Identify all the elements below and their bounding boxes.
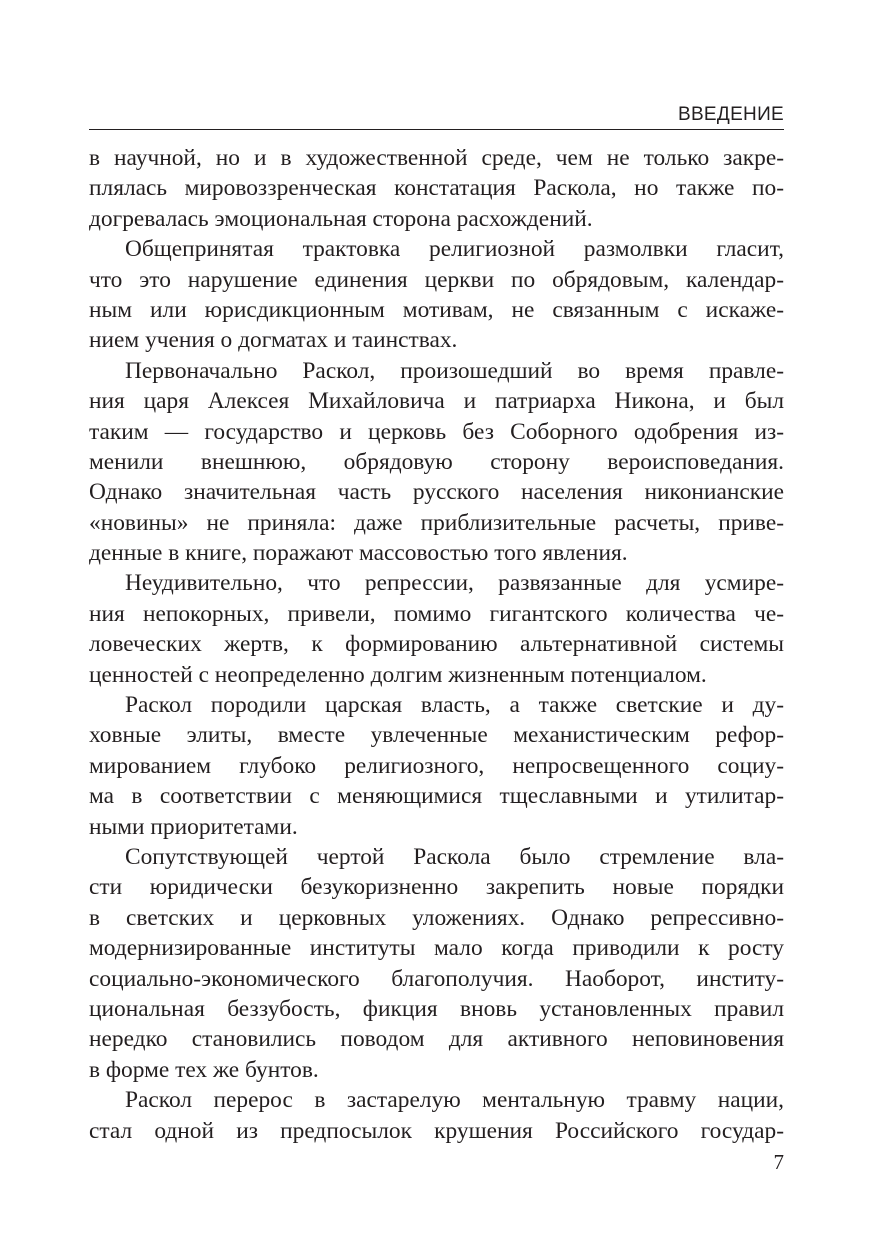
- text-line: Первоначально Раскол, произошедший во время правле-: [125, 357, 784, 384]
- paragraph: [89, 568, 784, 690]
- text-line: в светских и церковных уложениях. Однако репрессивно-: [89, 904, 784, 931]
- text-line: денные в книге, поражают массовостью того явления.: [89, 540, 628, 567]
- body-text: [89, 143, 784, 1146]
- text-line: что это нарушение единения церкви по обрядовым, календар-: [89, 266, 784, 293]
- paragraph: [89, 234, 784, 356]
- text-line: ловеческих жертв, к формированию альтернативной системы: [89, 631, 784, 658]
- text-line: Раскол породили царская власть, а также светские и ду-: [125, 692, 784, 719]
- text-line: менили внешнюю, обрядовую сторону вероисповедания.: [89, 448, 784, 475]
- text-line: Общепринятая трактовка религиозной размолвки гласит,: [125, 236, 784, 263]
- paragraph: [89, 1085, 784, 1146]
- text-line: ния царя Алексея Михайловича и патриарха Никона, и был: [89, 388, 784, 415]
- text-line: ценностей с неопределенно долгим жизненным потенциалом.: [89, 661, 707, 688]
- text-line: Однако значительная часть русского населения никонианские: [89, 479, 784, 506]
- text-line: в форме тех же бунтов.: [89, 1056, 319, 1083]
- paragraph: [89, 143, 784, 234]
- text-line: социально-экономического благополучия. Наоборот, институ-: [89, 965, 784, 992]
- text-line: в научной, но и в художественной среде, чем не только закре-: [89, 145, 784, 171]
- text-line: ма в соответствии с меняющимися тщеславными и утилитар-: [89, 783, 784, 810]
- paragraph: [89, 356, 784, 569]
- text-line: таким — государство и церковь без Соборного одобрения из-: [89, 418, 784, 445]
- paragraph: [89, 690, 784, 842]
- text-line: сти юридически безукоризненно закрепить новые порядки: [89, 874, 784, 901]
- text-line: плялась мировоззренческая констатация Раскола, но также по-: [89, 175, 784, 202]
- text-line: стал одной из предпосылок крушения Российского государ-: [89, 1117, 784, 1144]
- text-line: Неудивительно, что репрессии, развязанные для усмире-: [125, 570, 784, 597]
- text-line: ховные элиты, вместе увлеченные механистическим рефор-: [89, 722, 784, 749]
- text-line: нием учения о догматах и таинствах.: [89, 327, 458, 354]
- text-line: ным или юрисдикционным мотивам, не связанным с искаже-: [89, 296, 784, 323]
- running-header: [89, 100, 784, 130]
- text-line: мированием глубоко религиозного, непросвещенного социу-: [89, 752, 784, 779]
- text-line: догревалась эмоциональная сторона расхождений.: [89, 205, 593, 232]
- page-number: 7: [773, 1150, 784, 1174]
- text-line: Раскол перерос в застарелую ментальную травму нации,: [125, 1087, 784, 1114]
- text-line: «новины» не приняла: даже приблизительные расчеты, приве-: [89, 509, 784, 536]
- text-line: Сопутствующей чертой Раскола было стремление вла-: [125, 843, 784, 870]
- paragraph: [89, 842, 784, 1085]
- text-line: модернизированные институты мало когда приводили к росту: [89, 935, 784, 962]
- text-line: циональная беззубость, фикция вновь установленных правил: [89, 995, 784, 1022]
- text-line: нередко становились поводом для активного неповиновения: [89, 1026, 784, 1053]
- text-line: ными приоритетами.: [89, 813, 298, 840]
- text-line: ния непокорных, привели, помимо гигантского количества че-: [89, 600, 784, 627]
- section-title: ВВЕДЕНИЕ: [677, 104, 784, 125]
